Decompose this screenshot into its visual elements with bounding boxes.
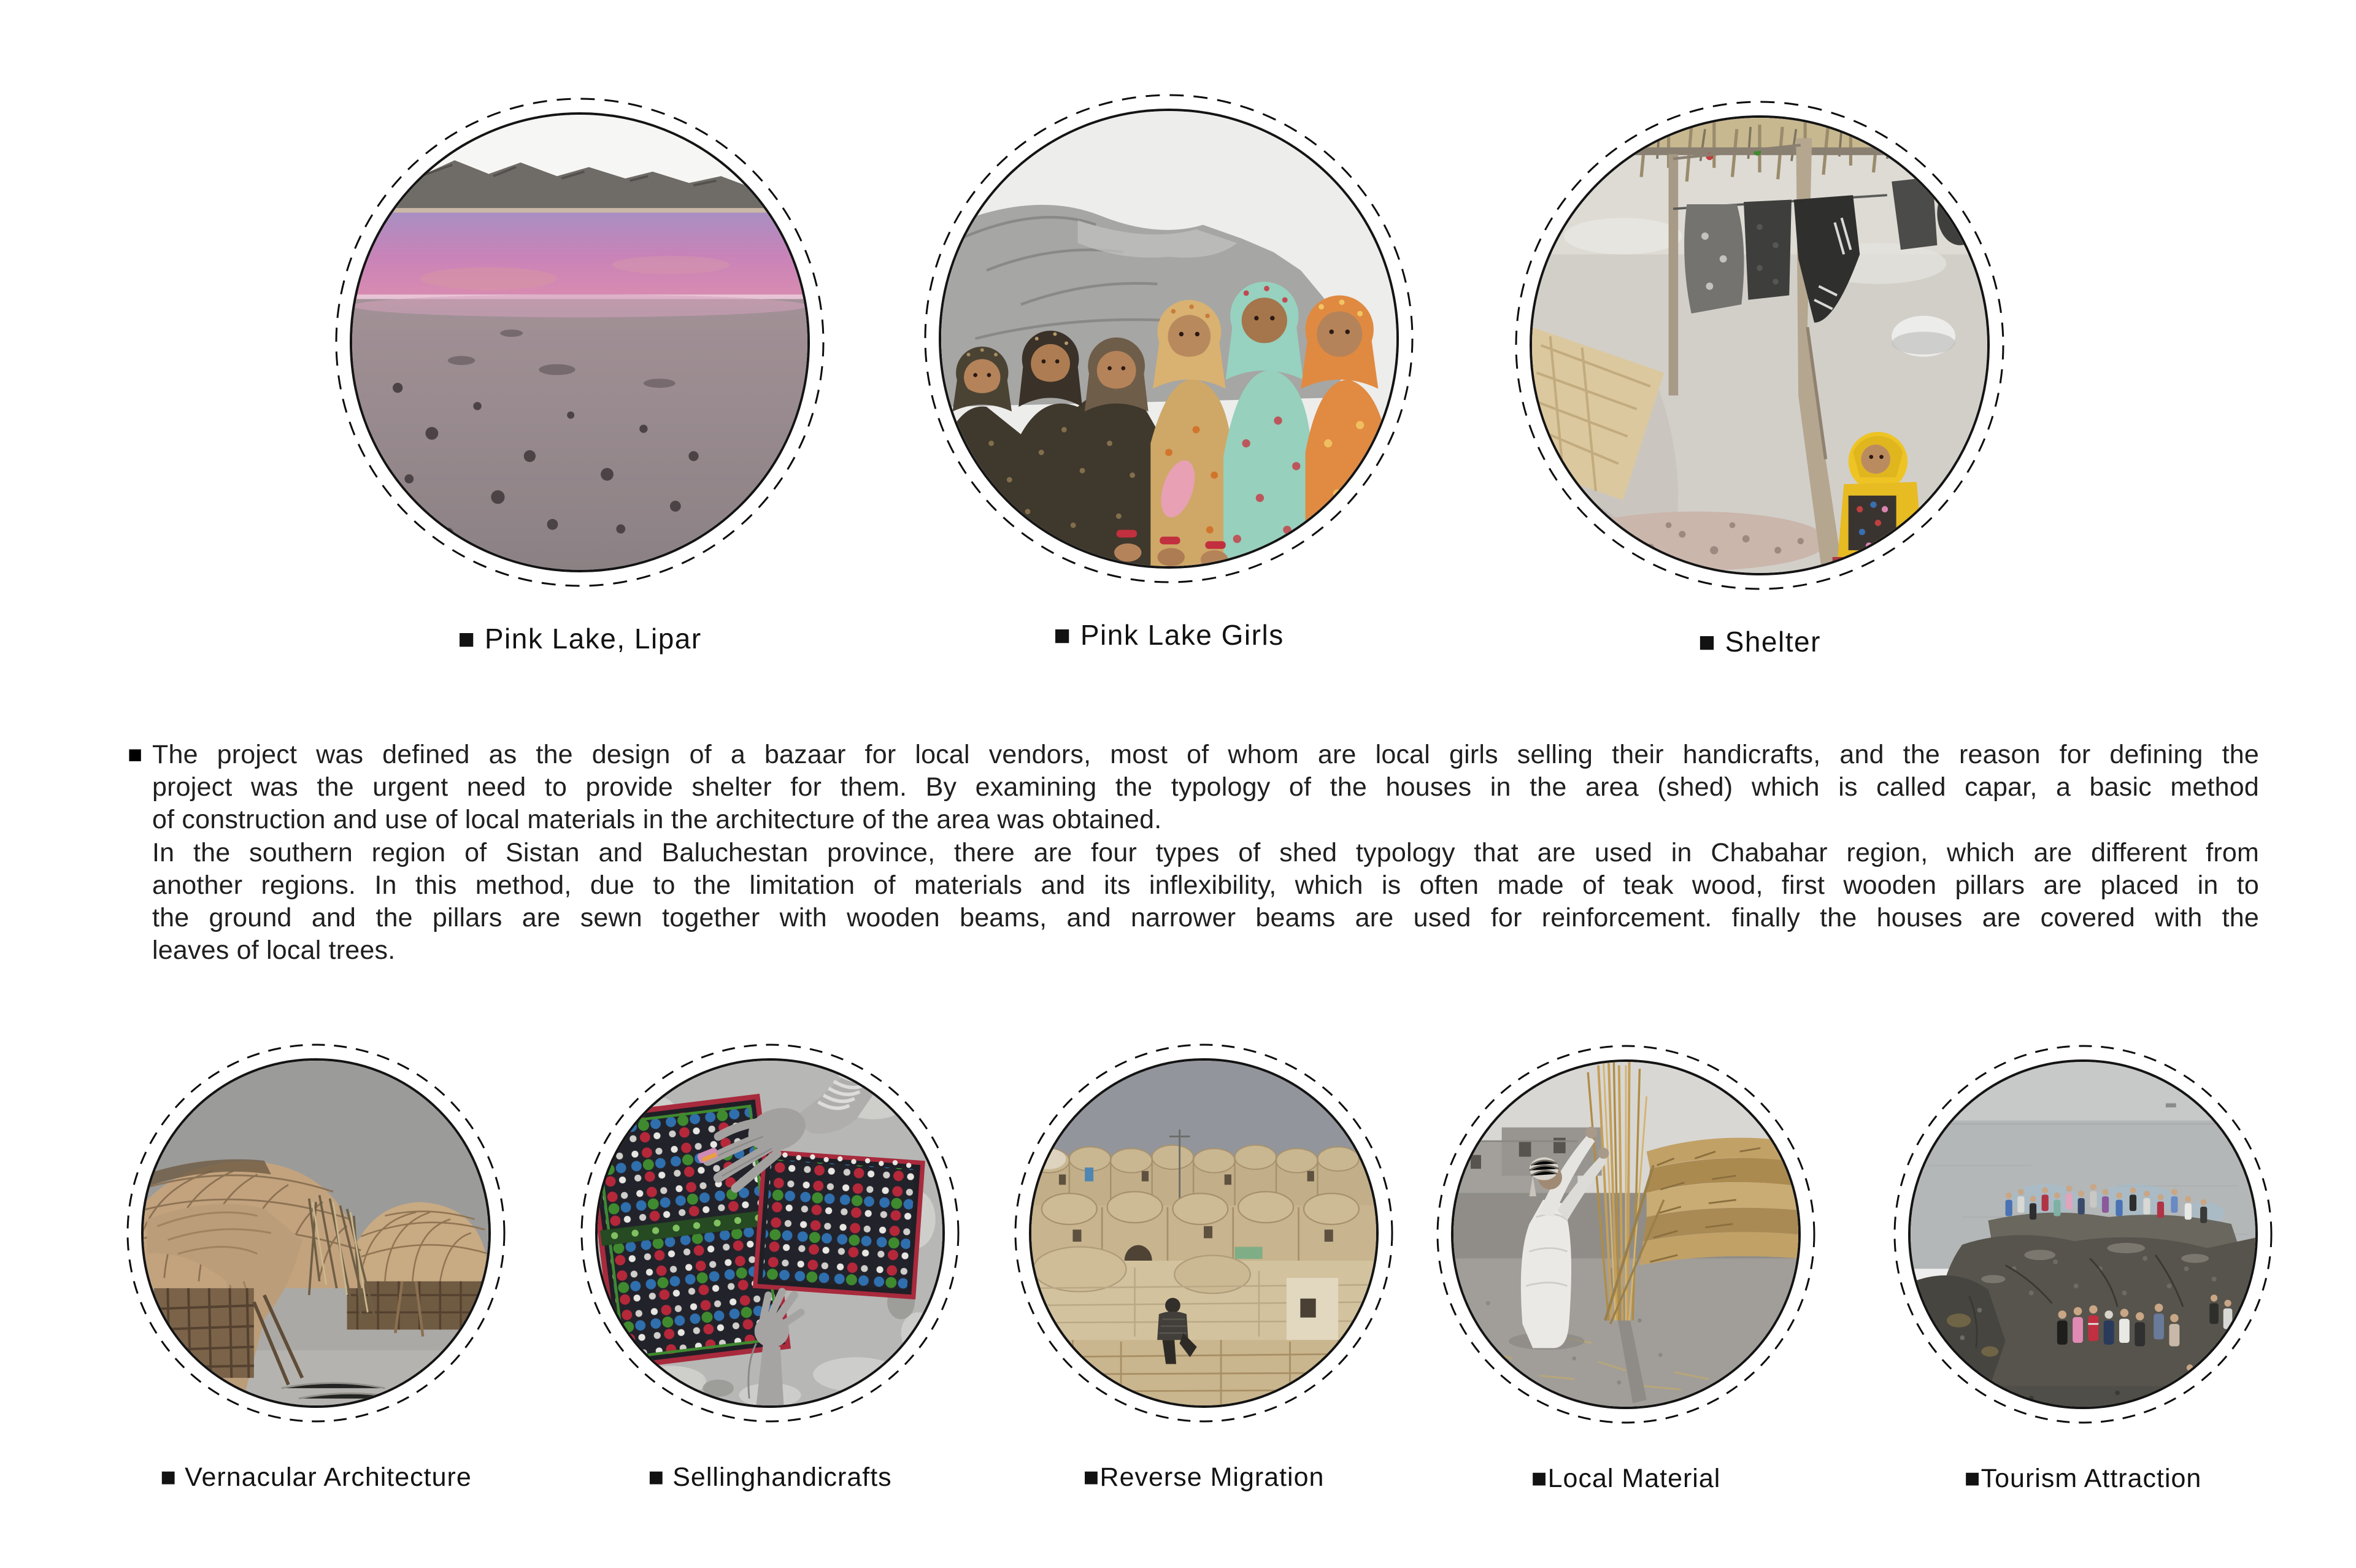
pink-lake-girls-photo <box>939 109 1399 569</box>
paragraph-line: The project was defined as the design of a bazaar for local vendors, most of whom are local girls selling their handicrafts, and the reason for defining the <box>152 740 2259 769</box>
girls-art <box>941 111 1396 566</box>
paragraph-line: another regions. In this method, due to the limitation of materials and its inflexibility, which is often made of teak wood, first wooden pillars are placed in to <box>152 870 2259 900</box>
dashed-ring <box>1436 1044 1816 1424</box>
shelter-art <box>1532 118 1987 573</box>
figure-pink-lake-lipar <box>334 97 825 655</box>
selling-handicrafts-photo <box>595 1058 945 1408</box>
figure-caption: ■ Pink Lake Girls <box>1053 619 1284 651</box>
dashed-ring <box>580 1043 960 1423</box>
figure-caption: ■Tourism Attraction <box>1964 1464 2202 1493</box>
pink-lake-art <box>352 115 807 570</box>
dashed-ring <box>923 93 1414 584</box>
paragraph-line: the ground and the pillars are sewn together with wooden beams, and narrower beams are used for reinforcement. finally the houses are covered with the <box>152 903 2259 933</box>
vernacular-architecture-photo <box>141 1058 491 1408</box>
paragraph-line: leaves of local trees. <box>152 936 396 966</box>
figure-caption: ■Local Material <box>1531 1464 1721 1493</box>
paragraph-line: In the southern region of Sistan and Baluchestan province, there are four types of shed typology that are used in Chabahar region, which are different from <box>152 837 2259 867</box>
dashed-ring <box>1014 1043 1394 1423</box>
figure-caption: ■ Sellinghandicrafts <box>648 1462 892 1492</box>
local-material-photo <box>1451 1059 1801 1409</box>
figure-caption: ■ Pink Lake, Lipar <box>458 623 702 655</box>
pink-lake-lipar-photo <box>350 112 810 572</box>
dashed-ring <box>1893 1044 2273 1424</box>
tourism-art <box>1911 1062 2255 1407</box>
handicrafts-art <box>598 1061 942 1405</box>
bullet-square-icon: ■ <box>128 741 143 768</box>
dashed-ring <box>1514 100 2005 591</box>
migration-art <box>1031 1061 1376 1405</box>
dashed-ring <box>334 97 825 588</box>
vernacular-art <box>144 1061 488 1405</box>
figure-reverse-migration <box>1014 1043 1394 1493</box>
figure-local-material <box>1436 1044 1816 1494</box>
figure-vernacular-architecture <box>126 1043 506 1493</box>
figure-tourism-attraction <box>1893 1044 2273 1494</box>
figure-caption: ■ Vernacular Architecture <box>160 1462 472 1492</box>
figure-shelter <box>1514 100 2005 658</box>
shelter-photo <box>1530 115 1990 575</box>
material-art <box>1453 1062 1798 1407</box>
figure-caption: ■ Shelter <box>1698 626 1821 658</box>
tourism-attraction-photo <box>1908 1059 2258 1409</box>
figure-caption: ■Reverse Migration <box>1083 1462 1325 1492</box>
paragraph-lines <box>128 739 2259 967</box>
figure-pink-lake-girls <box>923 93 1414 651</box>
figure-selling-handicrafts <box>580 1043 960 1493</box>
description-paragraph <box>128 739 2259 967</box>
dashed-ring <box>126 1043 506 1423</box>
paragraph-line: of construction and use of local materials in the architecture of the area was obtained. <box>152 805 1162 835</box>
paragraph-line: project was the urgent need to provide shelter for them. By examining the typology of the houses in the area (shed) which is called capar, a basic method <box>152 772 2259 802</box>
reverse-migration-photo <box>1029 1058 1379 1408</box>
